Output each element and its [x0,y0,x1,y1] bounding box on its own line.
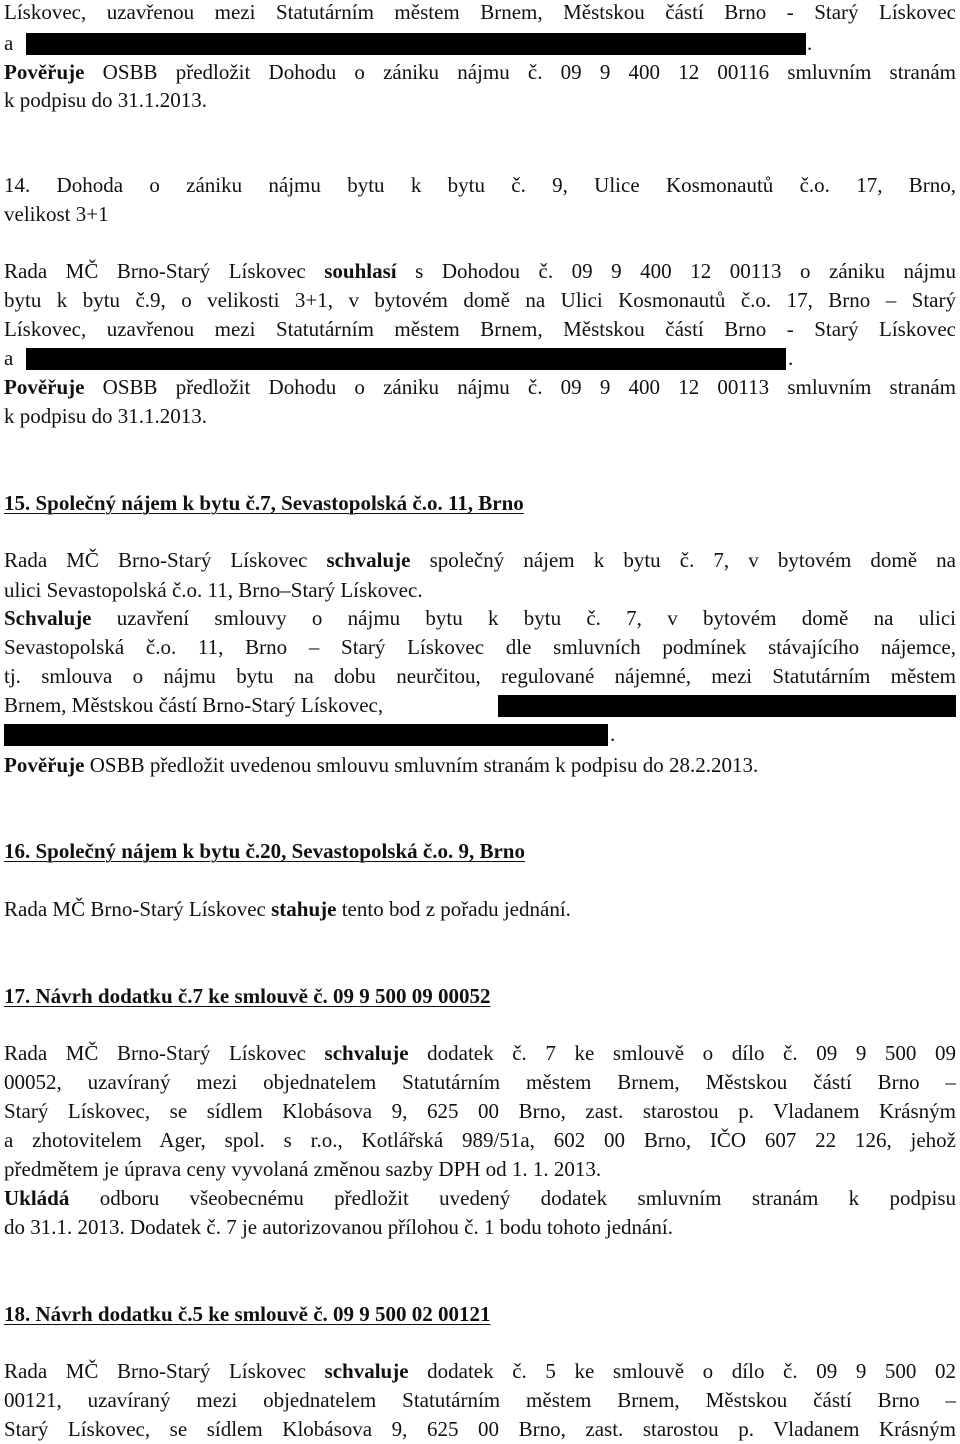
item17-heading-text: 17. Návrh dodatku č.7 ke smlouvě č. 09 9 500 09 00052 [4,984,491,1008]
item16-line1-b: tento bod z pořadu jednání. [341,897,571,921]
item13-line2 [4,28,956,58]
item15-line8-text: OSBB předložit uvedenou smlouvu smluvním stranám k podpisu do 28.2.2013. [89,753,759,777]
item15-line4: Sevastopolská č.o. 11, Brno – Starý Lískovec dle smluvních podmínek stávajícího nájemce, [4,635,956,659]
item13-line1: Lískovec, uzavřenou mezi Statutárním městem Brnem, Městskou částí Brno - Starý Lískovec [4,0,956,24]
item15-heading [4,488,956,518]
item17-line1-b: dodatek č. 7 ke smlouvě o dílo č. 09 9 500 09 [427,1041,957,1065]
item14-p1-line1-a: Rada MČ Brno-Starý Lískovec [4,259,306,283]
item14-p1-line1 [4,256,956,286]
schvaluje-label: schvaluje [324,1041,409,1065]
item18-line2: 00121, uzavíraný mezi objednatelem Statutárním městem Brnem, Městskou částí Brno – [4,1388,956,1412]
item17-line3: Starý Lískovec, se sídlem Klobásova 9, 625 00 Brno, zast. starostou p. Vladanem Krásným [4,1099,956,1123]
item13-line2-prefix: a [4,31,14,55]
stahuje-label: stahuje [271,897,337,921]
ukládá-label: Ukládá [4,1186,70,1210]
item15-line1-b: společný nájem k bytu č. 7, v bytovém domě na [429,548,956,572]
item13-line3-text: OSBB předložit Dohodu o zániku nájmu č. 09 9 400 12 00116 smluvním stranám [102,60,956,84]
redaction-block [26,348,786,370]
redaction-block [4,724,608,746]
item15-line1-a: Rada MČ Brno-Starý Lískovec [4,548,308,572]
item18-line1-b: dodatek č. 5 ke smlouvě o dílo č. 09 9 500 02 [427,1359,957,1383]
item18-line3: Starý Lískovec, se sídlem Klobásova 9, 625 00 Brno, zast. starostou p. Vladanem Krásným [4,1417,956,1441]
item15-line6-text: Brnem, Městskou částí Brno-Starý Lískovec, [4,693,384,717]
item18-heading [4,1299,956,1329]
item15-line5: tj. smlouva o nájmu bytu na dobu neurčitou, regulované nájemné, mezi Statutárním městem [4,664,956,688]
item14-heading-line2: velikost 3+1 [4,202,109,226]
item16-heading-text: 16. Společný nájem k bytu č.20, Sevastopolská č.o. 9, Brno [4,839,525,863]
item15-line7 [4,719,956,749]
item17-line4: a zhotovitelem Ager, spol. s r.o., Kotlářská 989/51a, 602 00 Brno, IČO 607 22 126, jehož [4,1128,956,1152]
item17-heading [4,981,956,1011]
item14-p1-line2: bytu k bytu č.9, o velikosti 3+1, v bytovém domě na Ulici Kosmonautů č.o. 17, Brno – Starý [4,288,956,312]
item15-line7-suffix: . [610,722,616,746]
item13-line4: k podpisu do 31.1.2013. [4,88,208,112]
item16-heading [4,836,956,866]
item14-heading-line1 [4,170,956,200]
item13-line2-suffix: . [807,31,813,55]
schvaluje-label: schvaluje [324,1359,409,1383]
item18-line1-a: Rada MČ Brno-Starý Lískovec [4,1359,306,1383]
item17-line5: předmětem je úprava ceny vyvolaná změnou sazby DPH od 1. 1. 2013. [4,1157,602,1181]
item15-line1 [4,545,956,575]
item18-line1 [4,1356,956,1386]
item15-line6 [4,690,956,720]
item14-p1-line1-b: s Dohodou č. 09 9 400 12 00113 o zániku nájmu [415,259,956,283]
item14-p2-line1-text: OSBB předložit Dohodu o zániku nájmu č. 09 9 400 12 00113 smluvním stranám [102,375,956,399]
item14-p1-line3: Lískovec, uzavřenou mezi Statutárním městem Brnem, Městskou částí Brno - Starý Lískovec [4,317,956,341]
item17-line1-a: Rada MČ Brno-Starý Lískovec [4,1041,306,1065]
item15-line8 [4,750,956,780]
item17-line2: 00052, uzavíraný mezi objednatelem Statutárním městem Brnem, Městskou částí Brno – [4,1070,956,1094]
item17-line6-text: odboru všeobecnému předložit uvedený dodatek smluvním stranám k podpisu [99,1186,956,1210]
pověřuje-label: Pověřuje [4,375,85,399]
item17-line6 [4,1183,956,1213]
item14-p1-line4-prefix: a [4,346,14,370]
item16-line1-a: Rada MČ Brno-Starý Lískovec [4,897,266,921]
item15-line3 [4,603,956,633]
pověřuje-label: Pověřuje [4,753,85,777]
schvaluje-label: schvaluje [326,548,411,572]
item15-line2: ulici Sevastopolská č.o. 11, Brno–Starý Lískovec. [4,578,423,602]
item15-heading-text: 15. Společný nájem k bytu č.7, Sevastopolská č.o. 11, Brno [4,491,524,515]
item17-line7: do 31.1. 2013. Dodatek č. 7 je autorizovanou přílohou č. 1 bodu tohoto jednání. [4,1215,673,1239]
item14-p1-line4-suffix: . [788,346,794,370]
item13-line3 [4,57,956,87]
redaction-block [498,695,956,717]
item14-heading-text: 14. Dohoda o zániku nájmu bytu k bytu č. 9, Ulice Kosmonautů č.o. 17, Brno, [4,173,956,197]
item18-heading-text: 18. Návrh dodatku č.5 ke smlouvě č. 09 9 500 02 00121 [4,1302,491,1326]
item14-p1-line4 [4,343,956,373]
schvaluje-label: Schvaluje [4,606,92,630]
item14-p2-line2: k podpisu do 31.1.2013. [4,404,208,428]
item16-line1 [4,894,956,924]
souhlasí-label: souhlasí [324,259,397,283]
item15-line3-text: uzavření smlouvy o nájmu bytu k bytu č. 7, v bytovém domě na ulici [116,606,957,630]
item17-line1 [4,1038,956,1068]
pověřuje-label: Pověřuje [4,60,85,84]
redaction-block [26,33,806,55]
item14-p2-line1 [4,372,956,402]
